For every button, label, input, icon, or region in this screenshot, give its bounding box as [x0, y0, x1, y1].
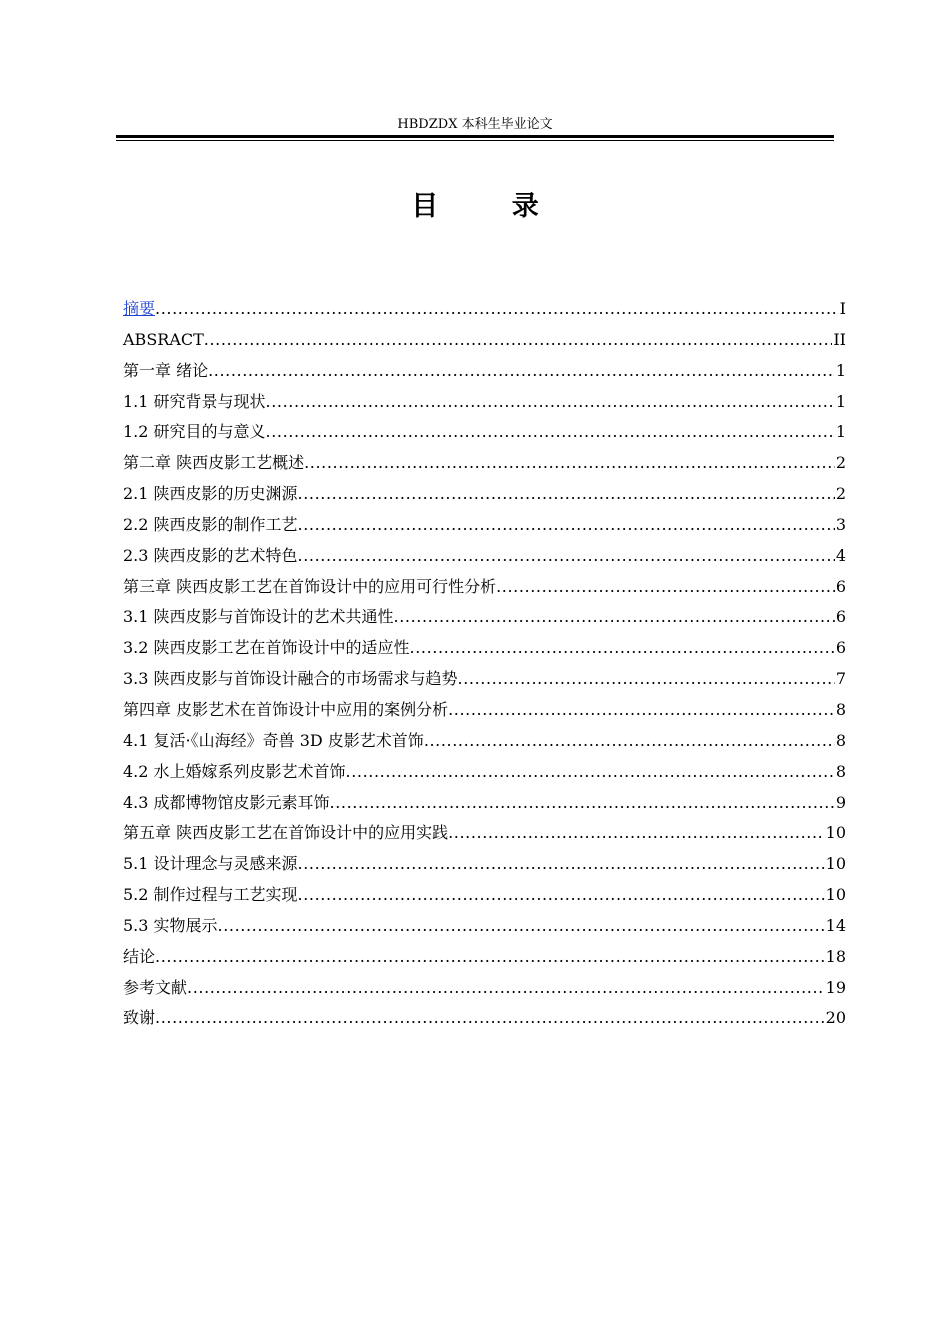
toc-entry-page-number: 10 [825, 854, 846, 874]
toc-entry[interactable] [123, 387, 846, 418]
toc-entry[interactable] [123, 849, 846, 880]
toc-entry-label: 1.1 研究背景与现状 [123, 391, 266, 411]
toc-leader-dots [448, 695, 835, 725]
toc-entry-page-number: 6 [835, 638, 846, 658]
toc-leader-dots [208, 356, 835, 386]
toc-leader-dots [155, 294, 839, 324]
toc-entry[interactable] [123, 942, 846, 973]
toc-entry-label: 参考文献 [123, 977, 188, 997]
toc-entry[interactable] [123, 726, 846, 757]
toc-entry-page-number: 2 [835, 484, 846, 504]
toc-entry-label: 2.1 陕西皮影的历史渊源 [123, 484, 298, 504]
toc-entry-label: 第二章 陕西皮影工艺概述 [123, 453, 305, 473]
toc-entry[interactable] [123, 818, 846, 849]
toc-entry[interactable] [123, 633, 846, 664]
toc-leader-dots [304, 448, 835, 478]
toc-entry[interactable] [123, 356, 846, 387]
toc-leader-dots [496, 572, 835, 602]
toc-entry-page-number: 1 [835, 422, 846, 442]
toc-entry[interactable] [123, 510, 846, 541]
toc-leader-dots [448, 818, 825, 848]
toc-entry-page-number: 18 [825, 946, 846, 966]
toc-entry-page-number: 8 [835, 730, 846, 750]
toc-entry-page-number: II [833, 329, 846, 349]
toc-leader-dots [298, 880, 825, 910]
toc-entry[interactable] [123, 880, 846, 911]
header-rule-thick [116, 135, 834, 138]
toc-leader-dots [155, 942, 825, 972]
toc-entry-label: 致谢 [123, 1008, 156, 1028]
toc-leader-dots [298, 479, 835, 509]
toc-entry-label: 第四章 皮影艺术在首饰设计中应用的案例分析 [123, 699, 449, 719]
toc-entry-label: 3.1 陕西皮影与首饰设计的艺术共通性 [123, 607, 394, 627]
toc-entry-page-number: 3 [835, 514, 846, 534]
toc-entry-label: 5.1 设计理念与灵感来源 [123, 854, 298, 874]
toc-leader-dots [330, 788, 835, 818]
toc-entry-label: 第三章 陕西皮影工艺在首饰设计中的应用可行性分析 [123, 576, 497, 596]
toc-leader-dots [298, 541, 835, 571]
toc-entry[interactable] [123, 695, 846, 726]
toc-entry-page-number: 20 [825, 1008, 846, 1028]
toc-leader-dots [155, 1003, 825, 1033]
toc-entry[interactable] [123, 911, 846, 942]
toc-entry[interactable] [123, 325, 846, 356]
toc-entry-page-number: 6 [835, 576, 846, 596]
toc-entry[interactable] [123, 417, 846, 448]
toc-entry-page-number: 1 [835, 391, 846, 411]
toc-entry-label: 3.2 陕西皮影工艺在首饰设计中的适应性 [123, 638, 410, 658]
toc-entry-label: ABSRACT [123, 329, 204, 349]
toc-leader-dots [187, 973, 825, 1003]
toc-leader-dots [458, 664, 835, 694]
toc-entry[interactable] [123, 541, 846, 572]
toc-entry[interactable] [123, 788, 846, 819]
toc-entry-page-number: 9 [835, 792, 846, 812]
toc-leader-dots [266, 417, 835, 447]
toc-leader-dots [266, 387, 835, 417]
toc-entry-page-number: 10 [825, 885, 846, 905]
toc-leader-dots [204, 325, 833, 355]
toc-entry-label: 1.2 研究目的与意义 [123, 422, 266, 442]
toc-entry-label: 5.2 制作过程与工艺实现 [123, 885, 298, 905]
toc-entry-label: 第一章 绪论 [123, 360, 209, 380]
toc-leader-dots [394, 602, 835, 632]
toc-entry-page-number: 19 [825, 977, 846, 997]
toc-entry-page-number: 14 [825, 915, 846, 935]
toc-entry-link[interactable]: 摘要 [123, 299, 156, 318]
toc-entry[interactable] [123, 757, 846, 788]
table-of-contents [123, 294, 846, 1034]
toc-leader-dots [424, 726, 835, 756]
toc-entry-label: 4.2 水上婚嫁系列皮影艺术首饰 [123, 761, 346, 781]
toc-entry-page-number: 7 [835, 669, 846, 689]
toc-entry-label: 3.3 陕西皮影与首饰设计融合的市场需求与趋势 [123, 669, 458, 689]
toc-leader-dots [218, 911, 825, 941]
toc-entry[interactable] [123, 448, 846, 479]
toc-entry-label: 4.3 成都博物馆皮影元素耳饰 [123, 792, 330, 812]
toc-entry[interactable] [123, 973, 846, 1004]
toc-leader-dots [346, 757, 835, 787]
toc-entry-label: 4.1 复活·《山海经》奇兽 3D 皮影艺术首饰 [123, 730, 424, 750]
toc-entry[interactable] [123, 664, 846, 695]
toc-entry-page-number: 2 [835, 453, 846, 473]
toc-entry[interactable] [123, 572, 846, 603]
toc-entry-page-number: 10 [825, 823, 846, 843]
toc-entry-page-number: 4 [835, 545, 846, 565]
toc-entry-label: 第五章 陕西皮影工艺在首饰设计中的应用实践 [123, 823, 449, 843]
toc-leader-dots [410, 633, 835, 663]
toc-leader-dots [298, 849, 825, 879]
header-rule-thin [116, 140, 834, 141]
toc-title: 目 录 [411, 191, 571, 222]
toc-entry[interactable] [123, 1003, 846, 1034]
toc-entry-page-number: 6 [835, 607, 846, 627]
toc-entry-label: 5.3 实物展示 [123, 915, 218, 935]
toc-entry-page-number: I [839, 299, 846, 318]
toc-entry-label: 结论 [123, 946, 156, 966]
toc-entry-page-number: 1 [835, 360, 846, 380]
toc-entry[interactable] [123, 479, 846, 510]
toc-entry-label: 2.3 陕西皮影的艺术特色 [123, 545, 298, 565]
toc-entry-label: 2.2 陕西皮影的制作工艺 [123, 514, 298, 534]
page-header: HBDZDX 本科生毕业论文 [397, 117, 553, 132]
toc-entry[interactable] [123, 602, 846, 633]
toc-leader-dots [298, 510, 835, 540]
toc-entry[interactable] [123, 294, 846, 325]
toc-entry-page-number: 8 [835, 761, 846, 781]
toc-entry-page-number: 8 [835, 699, 846, 719]
